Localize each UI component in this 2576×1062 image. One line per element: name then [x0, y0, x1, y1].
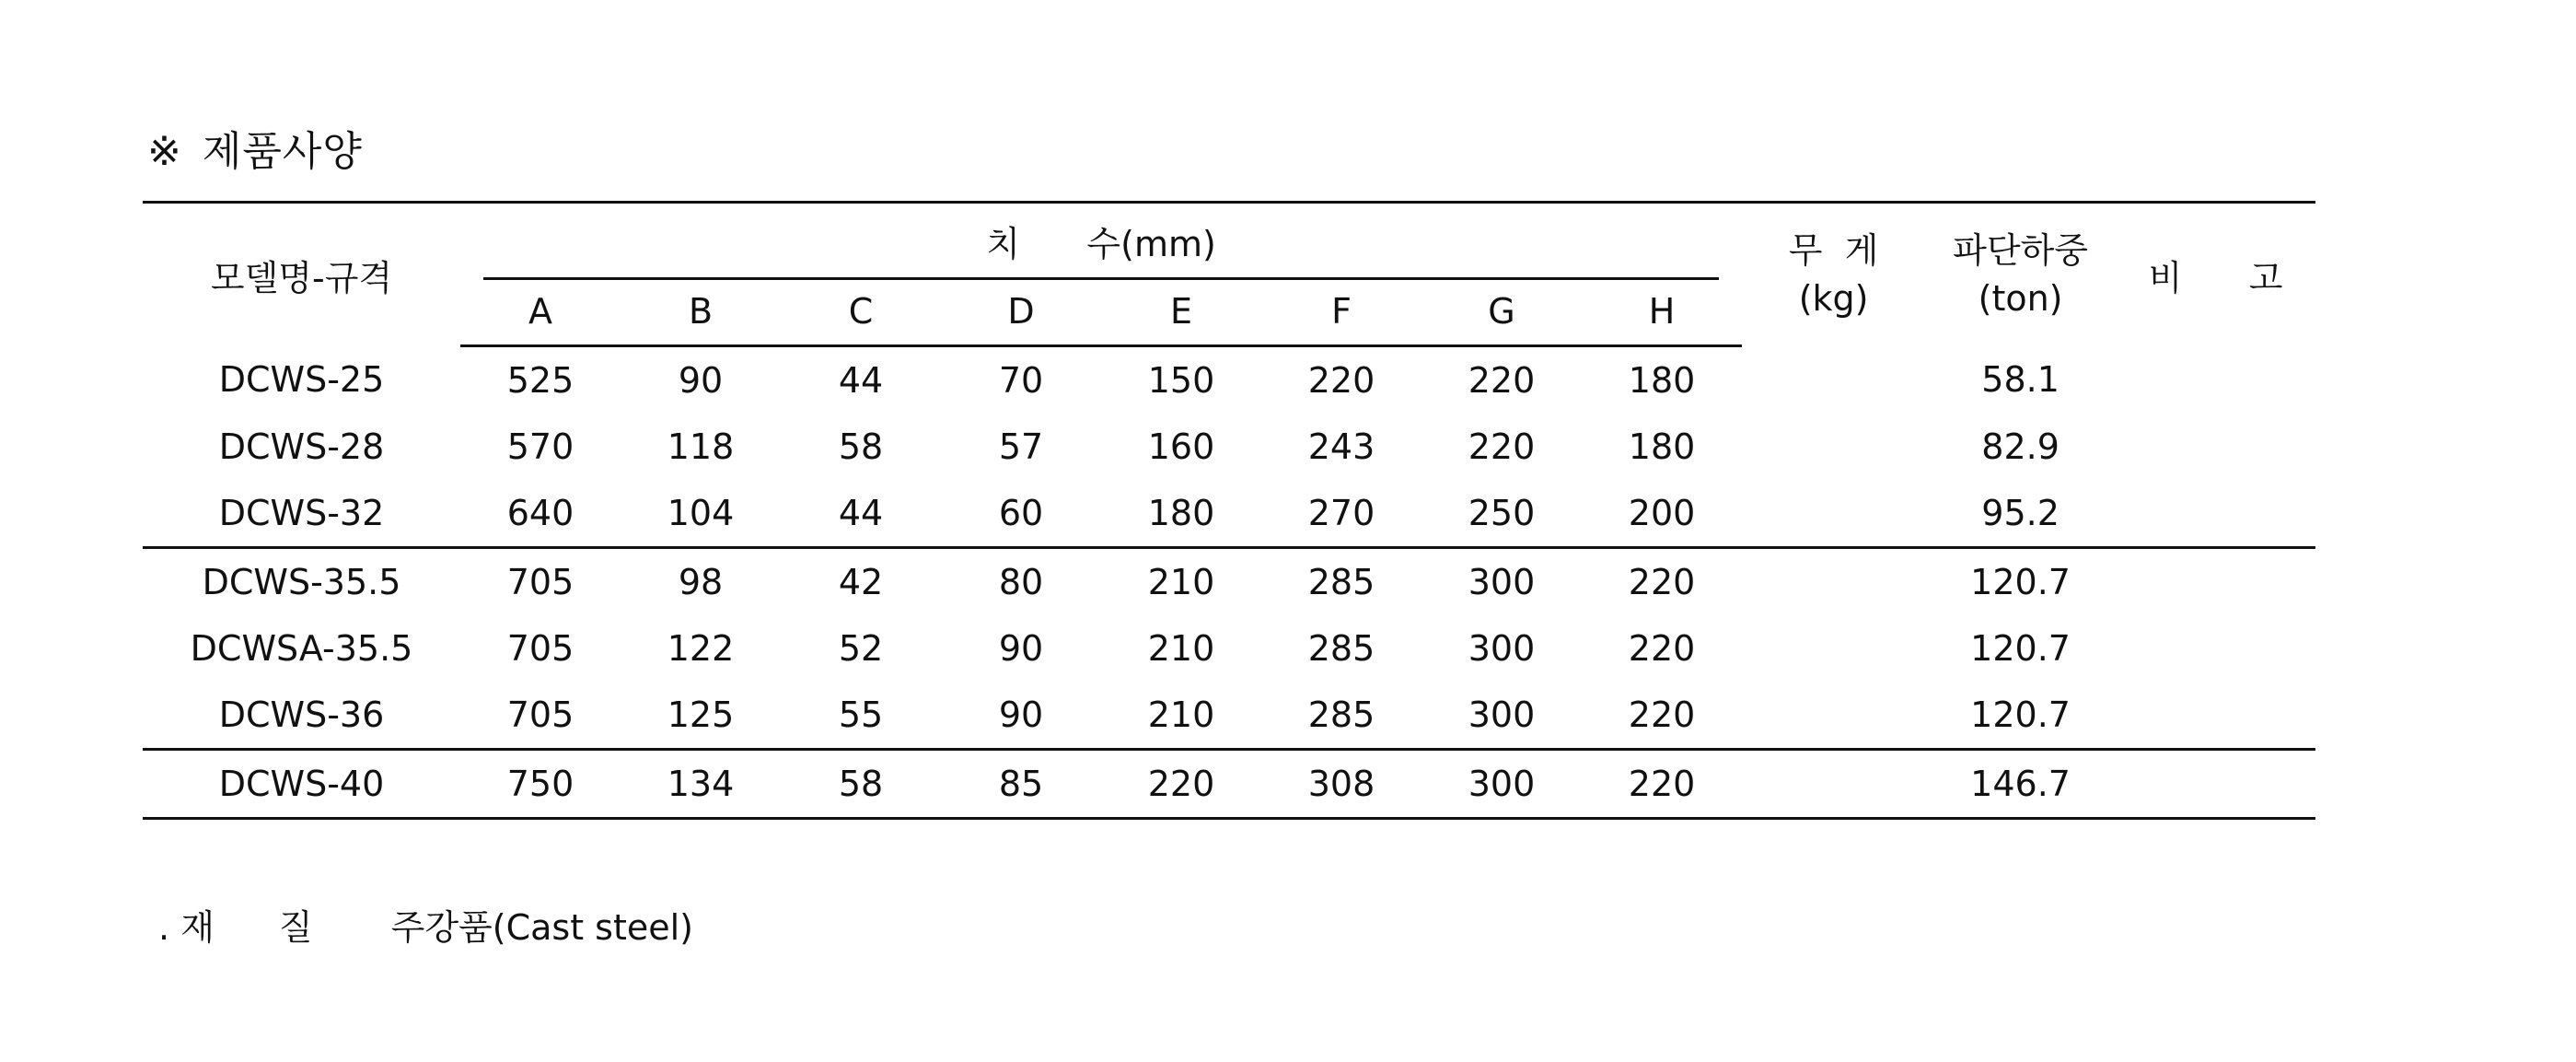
- cell-e: 180: [1101, 480, 1261, 548]
- header-weight-line1: 무 게: [1788, 230, 1879, 272]
- header-remarks: 비 고: [2116, 203, 2315, 346]
- cell-e: 210: [1101, 682, 1261, 750]
- cell-c: 58: [781, 750, 941, 819]
- cell-weight: [1742, 750, 1925, 819]
- cell-h: 220: [1628, 628, 1696, 669]
- header-breaking-load: [1925, 203, 2116, 346]
- cell-breaking-load: 58.1: [1981, 359, 2060, 401]
- header-model: 모델명-규격: [143, 203, 460, 346]
- cell-a: 705: [460, 682, 621, 750]
- cell-remarks: [2116, 615, 2315, 682]
- material-label-2: 질: [278, 907, 313, 948]
- cell-weight: [1742, 480, 1925, 548]
- cell-breaking-load: 146.7: [1925, 750, 2116, 819]
- cell-b: 125: [621, 682, 781, 750]
- header-dim-b: B: [621, 278, 781, 346]
- cell-d: 85: [941, 750, 1101, 819]
- cell-remarks: [2116, 682, 2315, 750]
- cell-f: 285: [1307, 562, 1375, 602]
- cell-b: 90: [678, 360, 724, 401]
- cell-b: 98: [678, 562, 724, 602]
- cell-g: 220: [1468, 426, 1536, 467]
- header-dim-c: C: [781, 278, 941, 346]
- material-prefix: .: [158, 907, 170, 948]
- cell-f: 220: [1307, 360, 1375, 401]
- cell-c: 52: [838, 628, 884, 669]
- cell-d: 60: [941, 480, 1101, 548]
- cell-model: DCWS-32: [143, 480, 460, 548]
- cell-e: 210: [1147, 562, 1215, 602]
- header-dim-f: F: [1261, 278, 1421, 346]
- cell-c: 44: [781, 480, 941, 548]
- cell-remarks: [2116, 414, 2315, 480]
- cell-a: 705: [506, 628, 574, 669]
- table-row: [143, 682, 2315, 750]
- cell-g: 300: [1468, 628, 1536, 669]
- section-title-text: 제품사양: [202, 128, 363, 175]
- cell-a: 570: [506, 426, 574, 467]
- cell-g: 250: [1421, 480, 1582, 548]
- table-row: [143, 414, 2315, 480]
- section-title: [147, 118, 363, 177]
- material-label-1: 재: [180, 907, 215, 948]
- cell-model: DCWS-25: [218, 359, 385, 401]
- cell-c: 44: [838, 360, 884, 401]
- cell-remarks: [2116, 346, 2315, 414]
- cell-d: 90: [998, 628, 1044, 669]
- header-dim-e: E: [1101, 278, 1261, 346]
- cell-breaking-load: 95.2: [1925, 480, 2116, 548]
- cell-model: DCWS-36: [143, 682, 460, 750]
- cell-g: 300: [1421, 682, 1582, 750]
- cell-remarks: [2116, 548, 2315, 616]
- header-weight: [1742, 203, 1925, 346]
- material-spec: [158, 899, 693, 950]
- table-row: [143, 548, 2315, 616]
- cell-weight: [1742, 615, 1925, 682]
- reference-mark: ※: [147, 128, 182, 175]
- cell-weight: [1742, 346, 1925, 414]
- cell-d: 80: [998, 562, 1044, 602]
- cell-a: 705: [506, 562, 574, 602]
- cell-d: 57: [998, 426, 1044, 467]
- cell-d: 90: [941, 682, 1101, 750]
- cell-d: 70: [998, 360, 1044, 401]
- material-value: 주강품(Cast steel): [390, 907, 694, 948]
- cell-b: 122: [667, 628, 735, 669]
- product-spec-table: [143, 201, 2315, 820]
- cell-remarks: [2116, 750, 2315, 819]
- cell-f: 285: [1307, 628, 1375, 669]
- cell-model: DCWS-28: [218, 426, 385, 467]
- cell-remarks: [2116, 480, 2315, 548]
- cell-breaking-load: 120.7: [1925, 682, 2116, 750]
- cell-b: 134: [621, 750, 781, 819]
- cell-model: DCWS-35.5: [202, 562, 401, 602]
- cell-b: 104: [621, 480, 781, 548]
- cell-c: 55: [781, 682, 941, 750]
- table-row: [143, 615, 2315, 682]
- header-dim-h: H: [1582, 278, 1742, 346]
- cell-weight: [1742, 414, 1925, 480]
- cell-h: 220: [1582, 682, 1742, 750]
- table-row: [143, 346, 2315, 414]
- header-dim-g: G: [1421, 278, 1582, 346]
- cell-c: 42: [838, 562, 884, 602]
- cell-breaking-load: 120.7: [1970, 628, 2071, 669]
- header-dimensions: [460, 203, 1742, 279]
- header-dim-d: D: [941, 278, 1101, 346]
- cell-g: 300: [1421, 750, 1582, 819]
- cell-breaking-load: 82.9: [1981, 426, 2060, 467]
- cell-model: DCWSA-35.5: [190, 628, 413, 669]
- cell-b: 118: [667, 426, 735, 467]
- cell-e: 210: [1147, 628, 1215, 669]
- material-label: [158, 907, 313, 948]
- table-header-row-1: [143, 203, 2315, 279]
- cell-e: 160: [1147, 426, 1215, 467]
- cell-g: 300: [1468, 562, 1536, 602]
- header-weight-line2: (kg): [1798, 278, 1869, 320]
- header-dim-a: A: [460, 278, 621, 346]
- cell-a: 525: [506, 360, 574, 401]
- cell-a: 750: [460, 750, 621, 819]
- cell-g: 220: [1468, 360, 1536, 401]
- cell-h: 220: [1628, 562, 1696, 602]
- cell-f: 243: [1307, 426, 1375, 467]
- cell-f: 285: [1261, 682, 1421, 750]
- cell-h: 180: [1628, 426, 1696, 467]
- cell-h: 200: [1582, 480, 1742, 548]
- cell-model: DCWS-40: [143, 750, 460, 819]
- cell-h: 220: [1582, 750, 1742, 819]
- cell-breaking-load: 120.7: [1970, 562, 2071, 602]
- cell-f: 270: [1261, 480, 1421, 548]
- header-breaking-line1: 파단하중: [1953, 230, 2088, 272]
- cell-e: 150: [1147, 360, 1215, 401]
- header-breaking-line2: (ton): [1978, 278, 2063, 320]
- cell-h: 180: [1628, 360, 1696, 401]
- cell-weight: [1742, 548, 1925, 616]
- header-dimensions-label: 치 수(mm): [483, 216, 1719, 280]
- table-row: [143, 480, 2315, 548]
- cell-c: 58: [838, 426, 884, 467]
- cell-weight: [1742, 682, 1925, 750]
- cell-a: 640: [460, 480, 621, 548]
- cell-e: 220: [1101, 750, 1261, 819]
- cell-f: 308: [1261, 750, 1421, 819]
- table-row: [143, 750, 2315, 819]
